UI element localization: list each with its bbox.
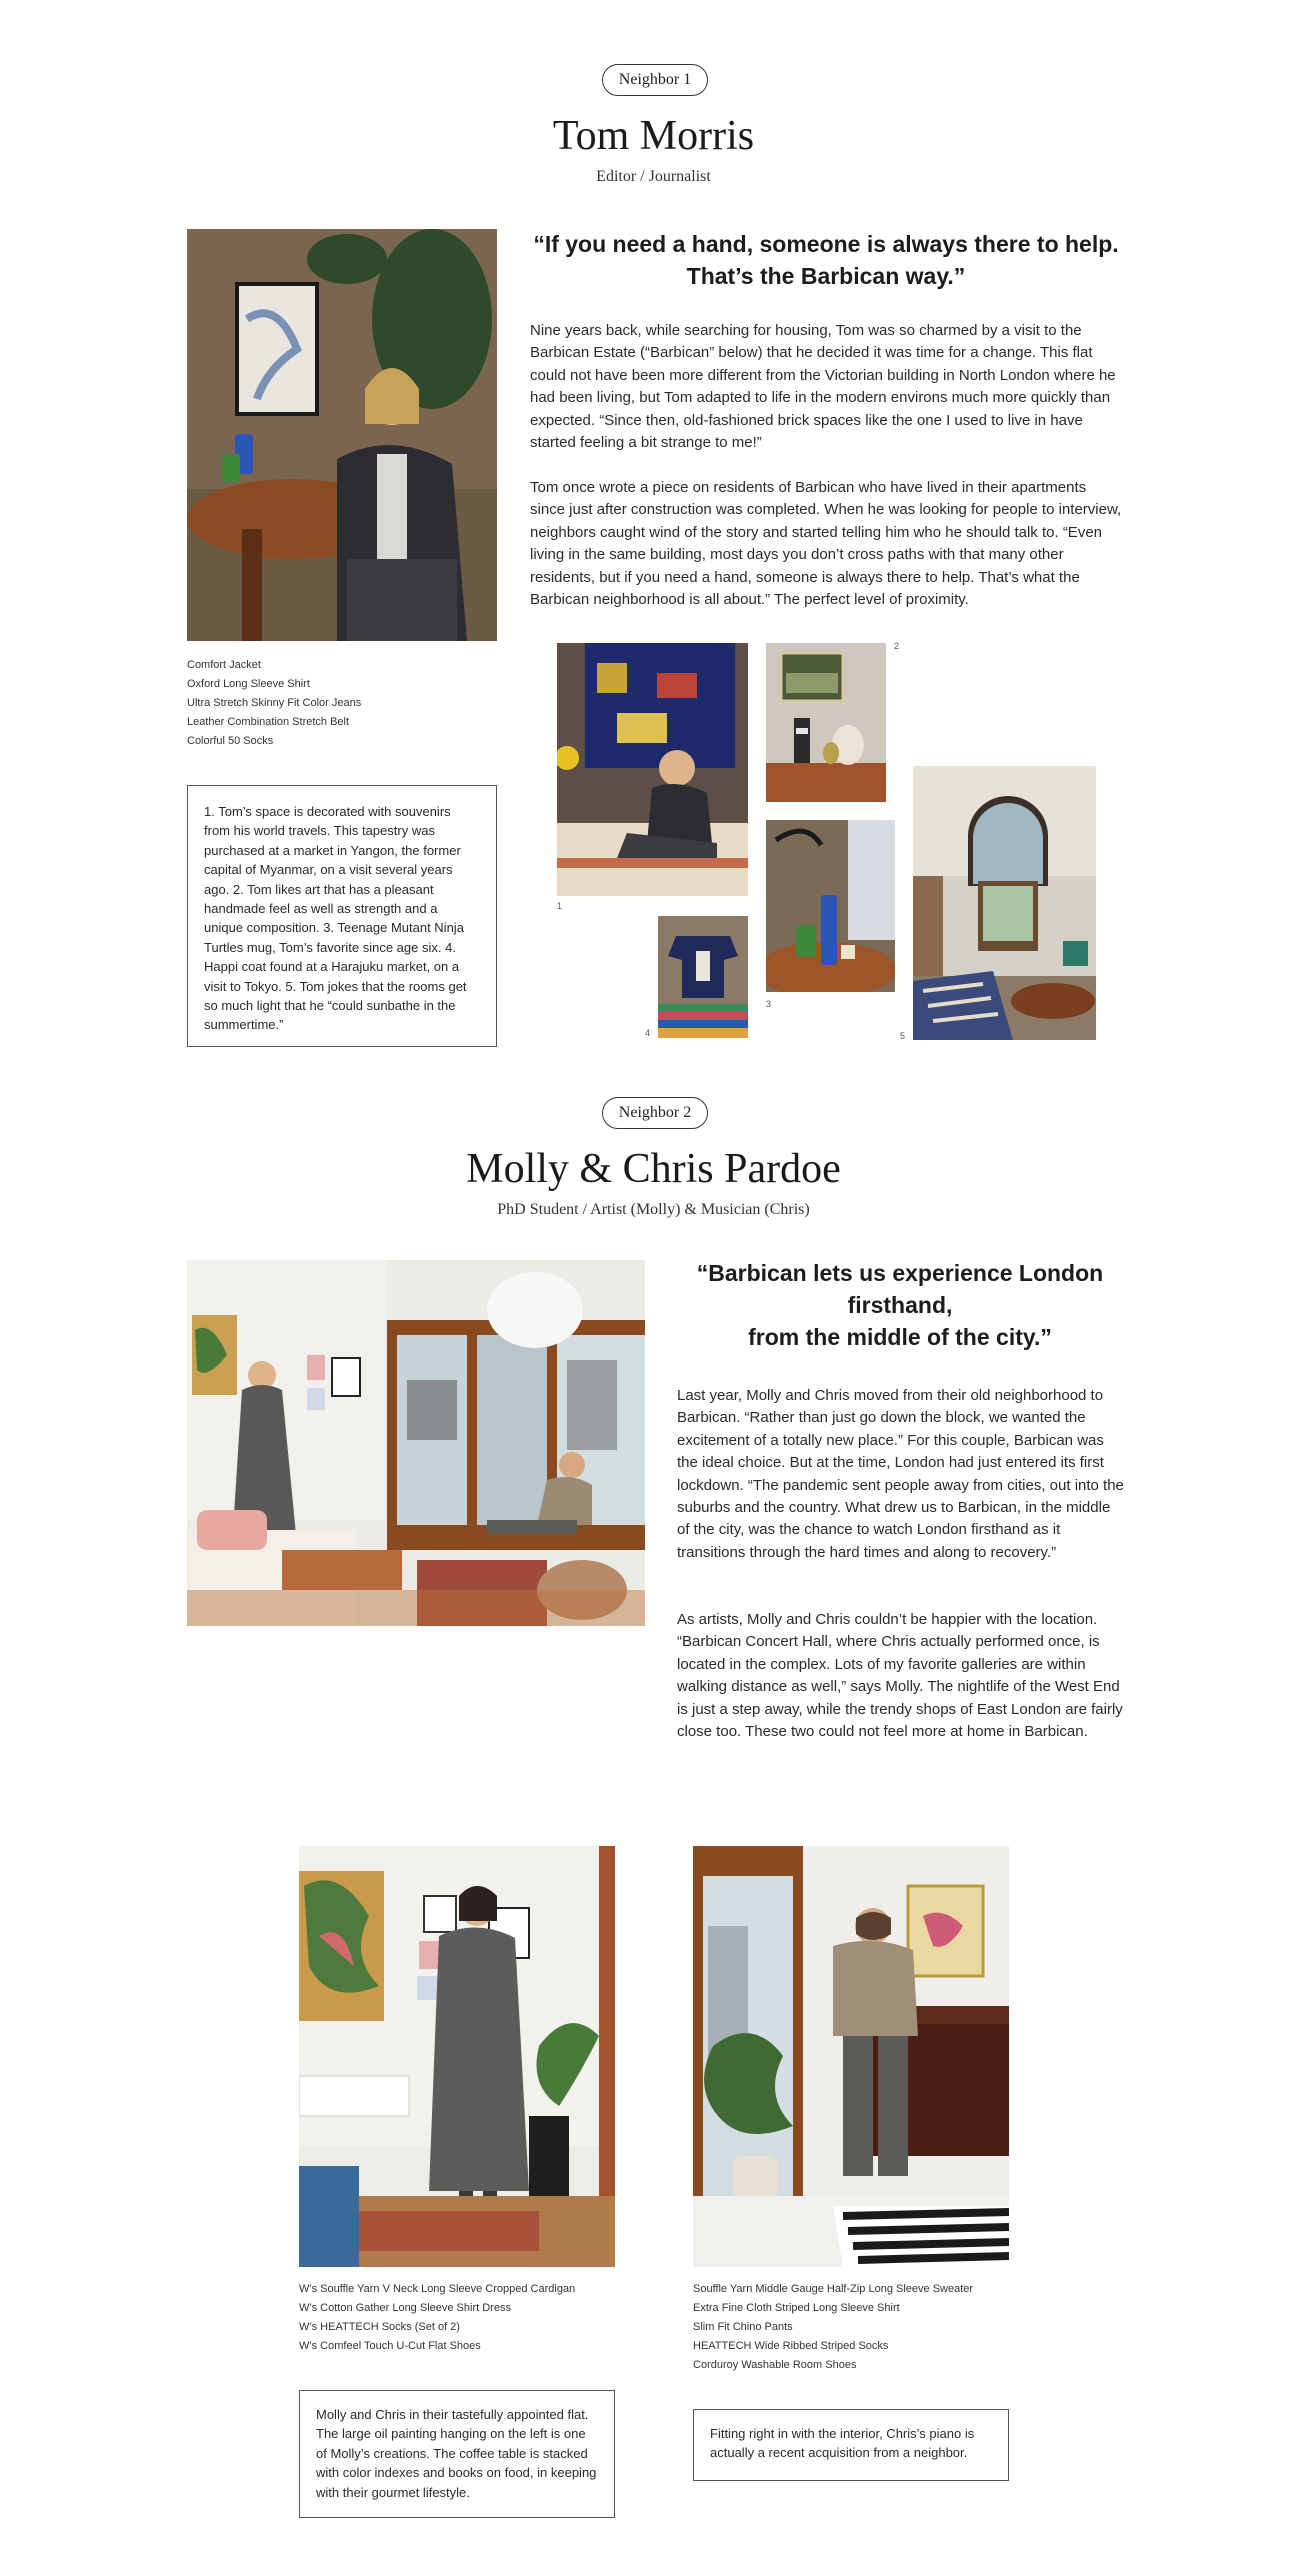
neighbor-2-name: Molly & Chris Pardoe <box>466 1146 841 1192</box>
neighbor-2-badge: Neighbor 2 <box>602 1097 708 1129</box>
tom-portrait-photo <box>187 229 497 641</box>
tom-item: Oxford Long Sleeve Shirt <box>187 678 310 690</box>
tom-outfit-list <box>187 656 361 751</box>
molly-item: W’s HEATTECH Socks (Set of 2) <box>299 2321 460 2333</box>
molly-chris-paragraph-2: As artists, Molly and Chris couldn’t be happier with the location. “Barbican Concert Hall, where Chris actually performed once, is located in the complex. Lots of my favorite galleries are within walking distance as well,” says Molly. The nightlife of the West End is just a step away, while the trendy shops of East London are fairly close too. These two could not feel more at home in Barbican. <box>677 1611 1123 1741</box>
molly-photo-caption: Molly and Chris in their tastefully appointed flat. The large oil painting hanging on the left is one of Molly’s creations. The coffee table is stacked with color indexes and books on food, in keeping with their gourmet lifestyle. <box>299 2390 615 2518</box>
tom-quote: “If you need a hand, someone is always there to help. That’s the Barbican way.” <box>533 231 1119 289</box>
chris-photo-caption: Fitting right in with the interior, Chris’s piano is actually a recent acquisition from a neighbor. <box>693 2409 1009 2481</box>
tom-item: Ultra Stretch Skinny Fit Color Jeans <box>187 697 362 709</box>
tom-photo-2-art <box>766 643 886 802</box>
molly-outfit-list <box>299 2280 575 2356</box>
photo-number-3: 3 <box>766 999 772 1009</box>
molly-item: W’s Cotton Gather Long Sleeve Shirt Dress <box>299 2302 511 2314</box>
tom-item: Leather Combination Stretch Belt <box>187 716 350 728</box>
tom-paragraph-1: Nine years back, while searching for housing, Tom was so charmed by a visit to the Barbican Estate (“Barbican” below) that he decided it was time for a change. This flat could not have been more different from the Victorian building in North London where he had been living, but Tom adapted to life in the modern environs much more quickly than expected. “Since then, old-fashioned brick spaces like the one I used to live in have started feeling a bit strange to me!” <box>530 322 1116 452</box>
neighbor-1-name: Tom Morris <box>552 113 755 159</box>
molly-portrait-photo <box>299 1846 615 2267</box>
molly-item: W’s Comfeel Touch U-Cut Flat Shoes <box>299 2340 481 2352</box>
neighbor-1-badge: Neighbor 1 <box>602 64 708 96</box>
tom-item: Comfort Jacket <box>187 659 261 671</box>
molly-item: W’s Souffle Yarn V Neck Long Sleeve Cropped Cardigan <box>299 2283 576 2295</box>
tom-photo-5-room <box>913 766 1096 1040</box>
chris-item: HEATTECH Wide Ribbed Striped Socks <box>693 2340 889 2352</box>
tom-photo-3-mug <box>766 820 895 992</box>
tom-photo-caption: 1. Tom’s space is decorated with souvenirs from his world travels. This tapestry was purchased at a market in Yangon, the former capital of Myanmar, on a visit several years ago. 2. Tom likes art that has a pleasant handmade feel as well as strength and a unique composition. 3. Teenage Mutant Ninja Turtles mug, Tom’s favorite since age six. 4. Happi coat found at a Harajuku market, on a visit to Tokyo. 5. Tom jokes that the rooms get so much light that he “could sunbathe in the summertime.” <box>187 785 497 1047</box>
photo-number-1: 1 <box>557 901 563 911</box>
chris-item: Souffle Yarn Middle Gauge Half-Zip Long Sleeve Sweater <box>693 2283 974 2295</box>
tom-paragraph-2: Tom once wrote a piece on residents of Barbican who have lived in their apartments since just after construction was completed. When he was looking for people to interview, neighbors caught wind of the story and started telling him who he should talk to. “Even living in the same building, most days you don’t cross paths with that many other residents, but if you need a hand, someone is always there to help. That’s what the Barbican neighborhood is all about.” The perfect level of proximity. <box>530 479 1122 609</box>
chris-item: Corduroy Washable Room Shoes <box>693 2359 857 2371</box>
chris-portrait-photo <box>693 1846 1009 2267</box>
quote-line: from the middle of the city.” <box>748 1324 1052 1350</box>
quote-line: firsthand, <box>847 1292 953 1318</box>
chris-outfit-list <box>693 2280 973 2375</box>
neighbor-1-role: Editor / Journalist <box>596 168 711 185</box>
molly-chris-quote <box>677 1257 1123 1353</box>
tom-item: Colorful 50 Socks <box>187 735 274 747</box>
neighbor-2-role: PhD Student / Artist (Molly) & Musician (Chris) <box>497 1201 810 1218</box>
photo-number-2: 2 <box>894 641 900 651</box>
photo-number-5: 5 <box>900 1031 906 1041</box>
quote-line: “Barbican lets us experience London <box>696 1260 1104 1286</box>
chris-item: Slim Fit Chino Pants <box>693 2321 793 2333</box>
photo-number-4: 4 <box>645 1028 651 1038</box>
molly-chris-paragraph-1: Last year, Molly and Chris moved from their old neighborhood to Barbican. “Rather than just go down the block, we wanted the excitement of a totally new place.” For this couple, Barbican was the ideal choice. But at the time, London had just entered its first lockdown. “The pandemic sent people away from cities, out into the suburbs and the country. What drew us to Barbican, in the middle of the city, was the chance to watch London firsthand as it transitions through the hard times and along to recovery.” <box>677 1387 1124 1561</box>
tom-photo-4-happi-coat <box>658 916 748 1038</box>
molly-chris-living-room-photo <box>187 1260 645 1626</box>
tom-photo-1-tapestry <box>557 643 748 896</box>
chris-item: Extra Fine Cloth Striped Long Sleeve Shirt <box>693 2302 900 2314</box>
